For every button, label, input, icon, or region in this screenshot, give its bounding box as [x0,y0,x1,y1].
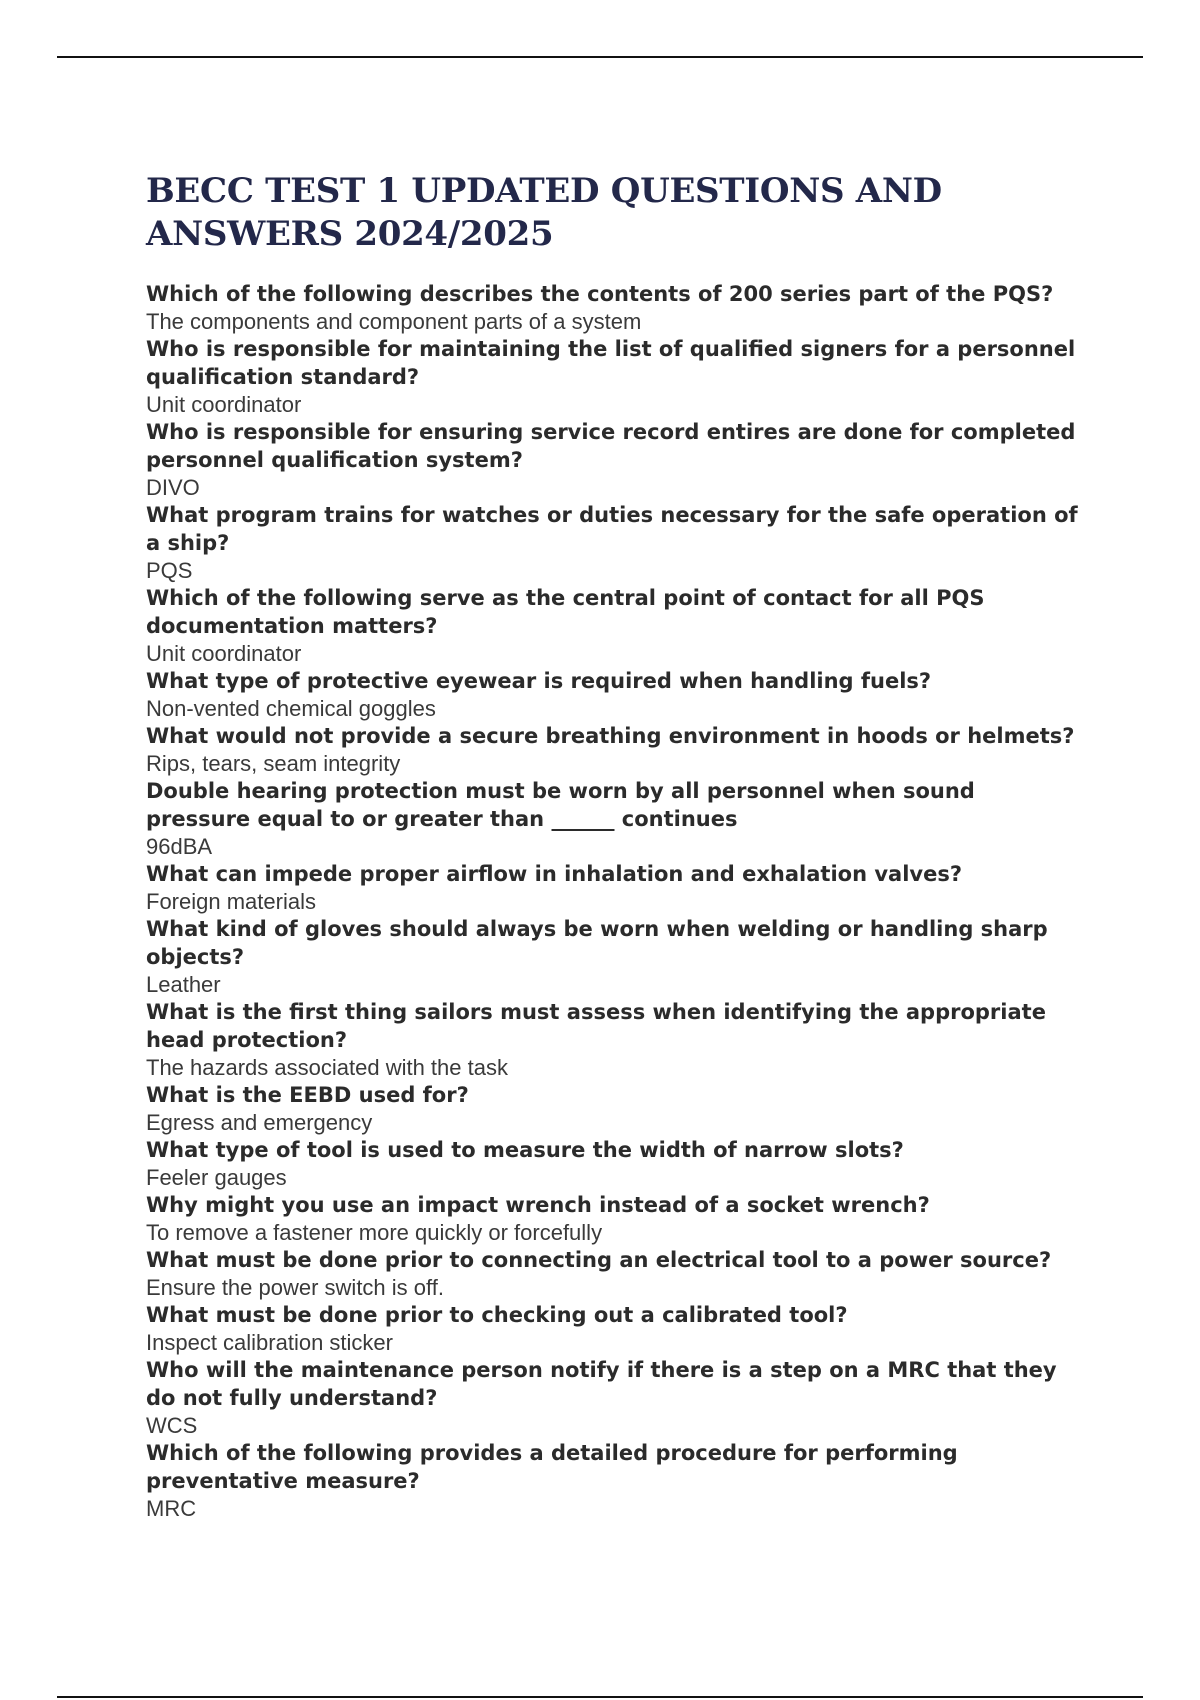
answer-text: PQS [146,558,193,583]
qa-item [146,722,1086,777]
qa-item [146,1136,1086,1191]
question-text: Who is responsible for maintaining the list of qualified signers for a personnel qualification standard? [146,337,1076,389]
qa-item [146,777,1086,860]
question-text: Who will the maintenance person notify if there is a step on a MRC that they do not fully understand? [146,1358,1057,1410]
bottom-rule [57,1696,1143,1698]
answer-text: The components and component parts of a system [146,309,642,334]
question-text: Who is responsible for ensuring service record entires are done for completed personnel qualification system? [146,420,1076,472]
answer-text: To remove a fastener more quickly or forcefully [146,1220,603,1245]
answer-text: Foreign materials [146,889,316,914]
answer-text: Ensure the power switch is off. [146,1275,444,1300]
qa-item [146,1081,1086,1136]
answer-text: Rips, tears, seam integrity [146,751,401,776]
question-text: What can impede proper airflow in inhalation and exhalation valves? [146,862,963,886]
question-text: Double hearing protection must be worn by all personnel when sound pressure equal to or greater than ______ continues [146,779,975,831]
document-title: BECC TEST 1 UPDATED QUESTIONS AND ANSWERS 2024/2025 [146,171,942,254]
top-rule [57,56,1143,58]
question-text: Which of the following serve as the central point of contact for all PQS documentation matters? [146,586,985,638]
answer-text: Egress and emergency [146,1110,373,1135]
qa-item [146,667,1086,722]
question-text: What must be done prior to checking out a calibrated tool? [146,1303,848,1327]
answer-text: Inspect calibration sticker [146,1330,393,1355]
answer-text: The hazards associated with the task [146,1055,508,1080]
qa-item [146,335,1086,418]
qa-item [146,998,1086,1081]
qa-item [146,418,1086,501]
question-text: What program trains for watches or duties necessary for the safe operation of a ship? [146,503,1078,555]
question-text: What is the first thing sailors must assess when identifying the appropriate head protection? [146,1000,1046,1052]
qa-item [146,1439,1086,1522]
question-text: What kind of gloves should always be worn when welding or handling sharp objects? [146,917,1048,969]
qa-item [146,1356,1086,1439]
answer-text: Unit coordinator [146,641,302,666]
qa-item [146,915,1086,998]
qa-list [146,280,1086,1522]
question-text: Which of the following provides a detailed procedure for performing preventative measure? [146,1441,958,1493]
answer-text: 96dBA [146,834,213,859]
question-text: Which of the following describes the contents of 200 series part of the PQS? [146,282,1054,306]
question-text: What type of tool is used to measure the width of narrow slots? [146,1138,904,1162]
answer-text: Leather [146,972,221,997]
question-text: What is the EEBD used for? [146,1083,469,1107]
qa-item [146,501,1086,584]
qa-item [146,1301,1086,1356]
question-text: Why might you use an impact wrench instead of a socket wrench? [146,1193,930,1217]
answer-text: DIVO [146,475,200,500]
question-text: What must be done prior to connecting an electrical tool to a power source? [146,1248,1052,1272]
answer-text: Non-vented chemical goggles [146,696,436,721]
question-text: What would not provide a secure breathing environment in hoods or helmets? [146,724,1075,748]
qa-item [146,1246,1086,1301]
qa-item [146,584,1086,667]
question-text: What type of protective eyewear is required when handling fuels? [146,669,932,693]
answer-text: Unit coordinator [146,392,302,417]
qa-item [146,280,1086,335]
qa-item [146,1191,1086,1246]
answer-text: WCS [146,1413,198,1438]
answer-text: Feeler gauges [146,1165,287,1190]
qa-item [146,860,1086,915]
document-body [146,170,1086,1522]
answer-text: MRC [146,1496,197,1521]
